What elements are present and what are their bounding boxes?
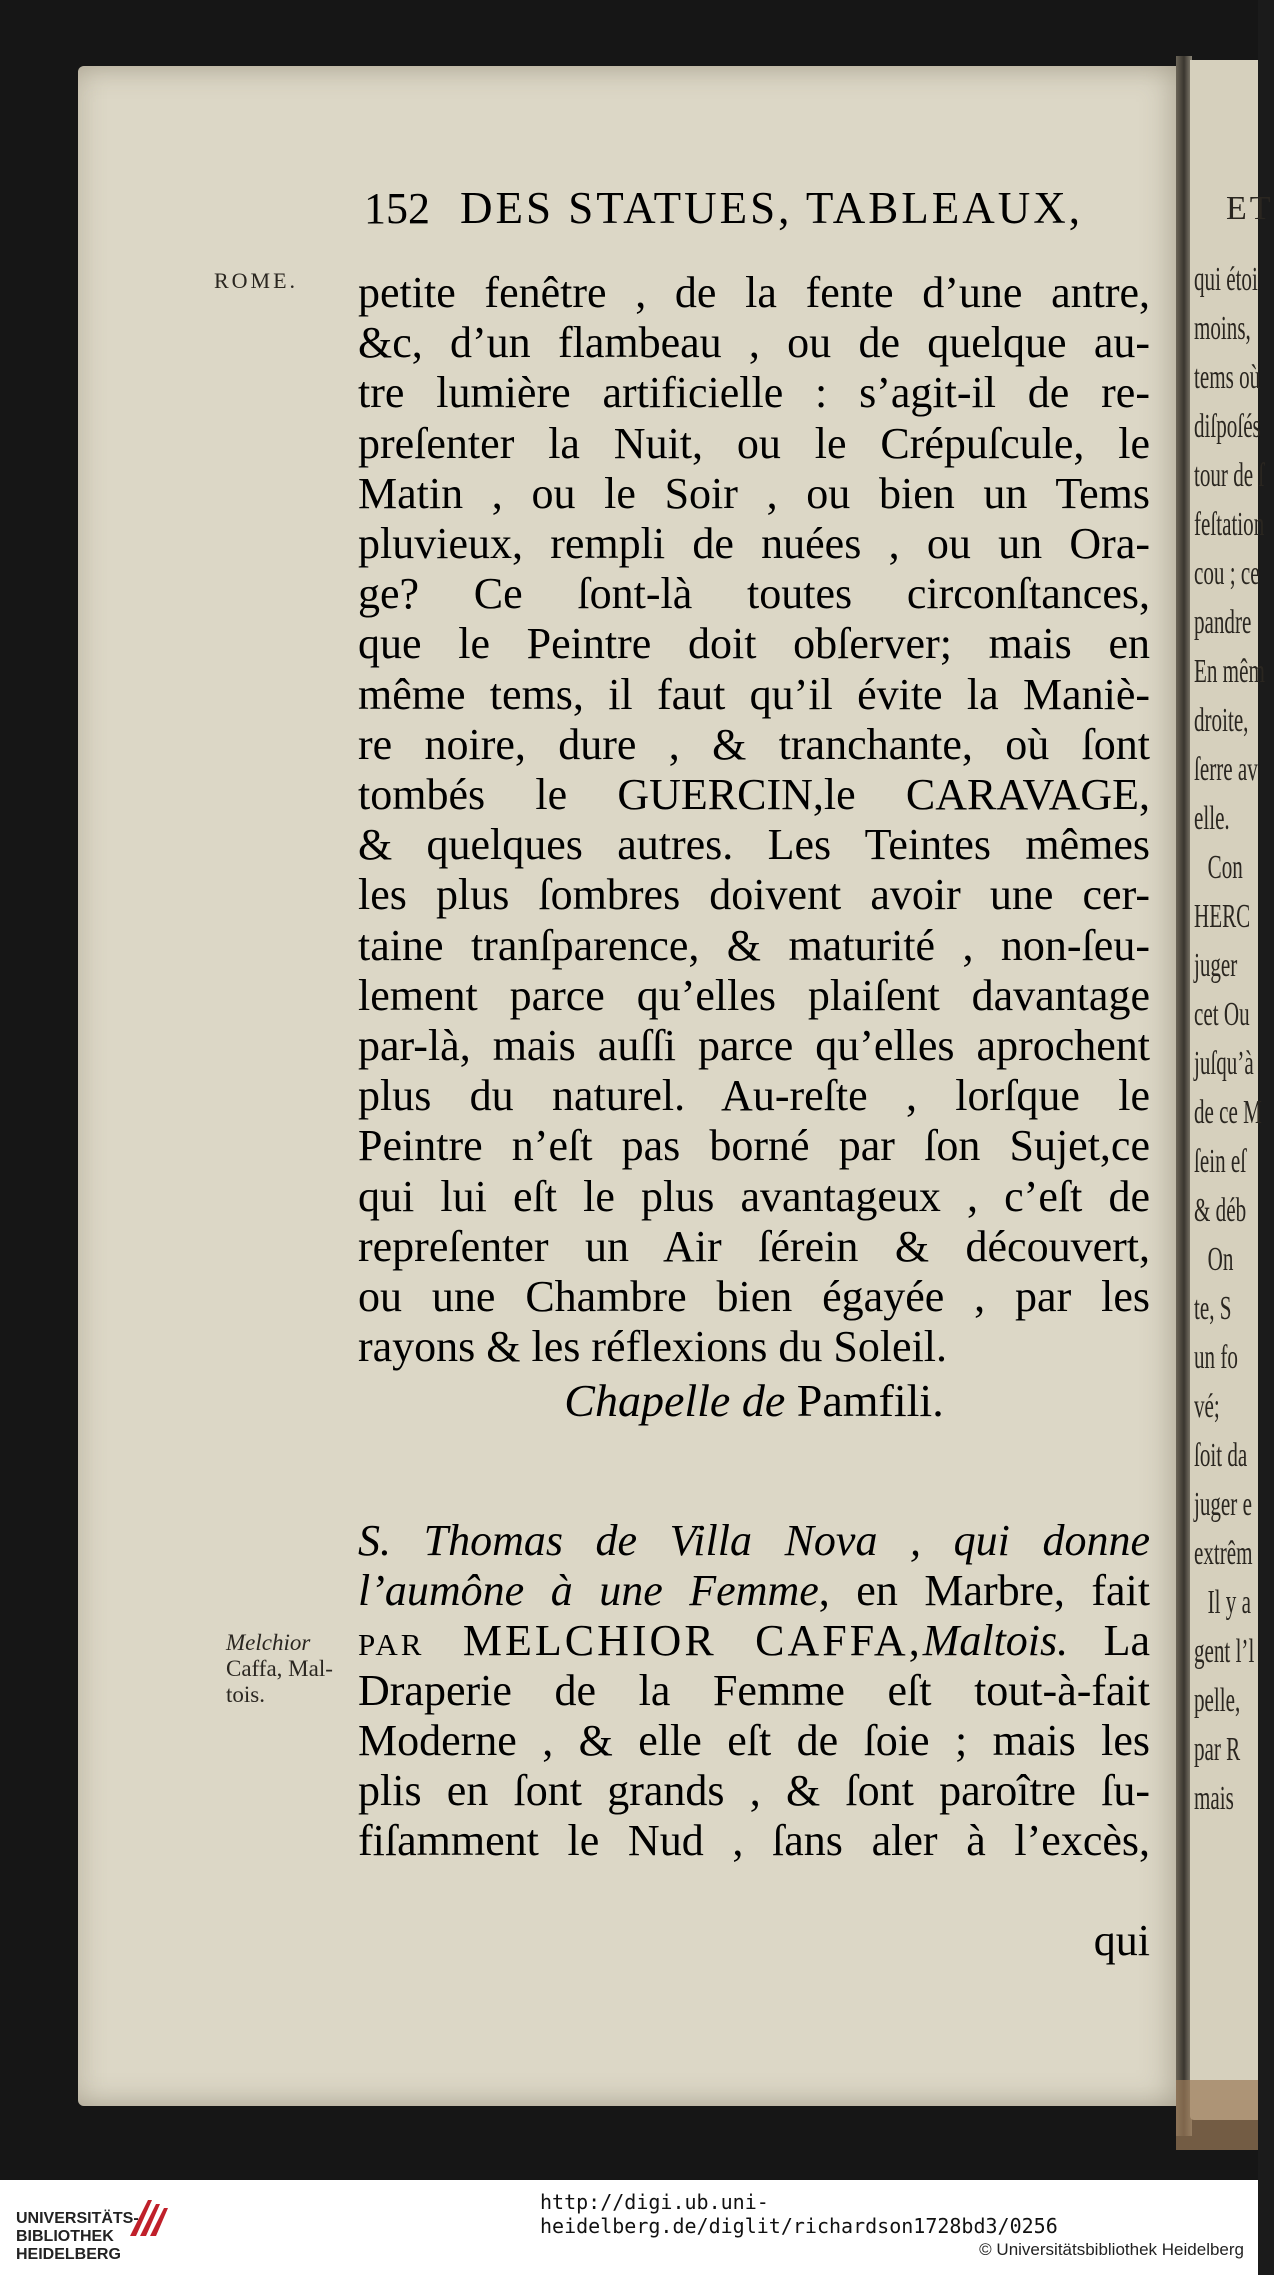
facing-page-line: tems où [1194, 359, 1261, 396]
body-line: les plus ſombres doivent avoir une cer- [358, 870, 1150, 920]
italic-text: Maltois. [922, 1616, 1069, 1665]
logo-line: HEIDELBERG [16, 2246, 121, 2263]
roman-text: La [1068, 1616, 1151, 1665]
facing-page-line: tour de ſ [1194, 457, 1265, 494]
italic-text: l’aumône à une Femme [358, 1566, 819, 1615]
running-title: DES STATUES, TABLEAUX, [460, 183, 1083, 233]
library-logo-text [16, 2210, 139, 2264]
margin-line: Caffa, Mal- [226, 1656, 333, 1681]
facing-page-line: Il y a [1207, 1584, 1251, 1621]
body-line: pluvieux, rempli de nuées , ou un Ora- [358, 519, 1150, 568]
facing-page-line: juger [1194, 947, 1238, 984]
margin-note-sculptor [226, 1630, 333, 1708]
page-number: 152 [364, 184, 430, 233]
facing-page-line: Con [1207, 849, 1243, 886]
running-header [364, 182, 1154, 234]
margin-line: tois. [226, 1682, 265, 1707]
body-line: preſenter la Nuit, ou le Crépuſcule, le [358, 418, 1150, 468]
section-title-roman: Pamfili. [796, 1375, 944, 1426]
body-line: & quelques autres. Les Teintes mêmes [358, 820, 1150, 870]
body-line: &c, d’un flambeau , ou de quelque au- [358, 318, 1150, 368]
logo-line: UNIVERSITÄTS- [16, 2210, 139, 2227]
body-line: même tems, il faut qu’il évite la Maniè- [358, 669, 1150, 719]
page-url[interactable]: http://digi.ub.uni-heidelberg.de/diglit/richardson1728bd3/0256 [540, 2190, 1058, 2238]
body-line: plus du naturel. Au-reſte , lorſque le [358, 1071, 1150, 1121]
book-edge [1176, 2080, 1258, 2150]
facing-page-line: feſtation [1194, 506, 1265, 543]
catchword: qui [1093, 1916, 1150, 1965]
paragraph-line: plis en ſont grands , & ſont paroître ſu- [358, 1766, 1150, 1815]
section-title [358, 1374, 1150, 1427]
body-line: Peintre n’eſt pas borné par ſon Sujet,ce [358, 1121, 1150, 1171]
margin-line: Melchior [226, 1630, 311, 1655]
facing-page [1190, 60, 1274, 2120]
facing-page-line: pelle, [1194, 1682, 1241, 1719]
facing-page-line: diſpoſés [1194, 408, 1261, 445]
paragraph-line: Moderne , & elle eſt de ſoie ; mais les [358, 1716, 1150, 1765]
facing-page-line: moins, [1194, 310, 1251, 347]
facing-page-line: de ce M [1194, 1094, 1262, 1131]
facing-page-line: ſein eſ [1194, 1143, 1247, 1180]
body-line: que le Peintre doit obſerver; mais en [358, 619, 1150, 669]
facing-page-line: te, S [1194, 1290, 1232, 1327]
body-line: ou une Chambre bien égayée , par les [358, 1272, 1150, 1321]
facing-page-header: ET [1226, 190, 1274, 227]
facing-page-line: En mêm [1194, 653, 1265, 690]
facing-page-line: mais [1194, 1780, 1234, 1817]
body-line: petite fenêtre , de la fente d’une antre, [358, 268, 1150, 317]
body-line: qui lui eſt le plus avantageux , c’eſt de [358, 1171, 1150, 1221]
facing-page-line: extrêm [1194, 1535, 1253, 1572]
facing-page-line: On [1207, 1241, 1234, 1278]
facing-page-line: par R [1194, 1731, 1241, 1768]
library-logo-icon [126, 2196, 170, 2240]
paragraph-line [358, 1616, 1150, 1666]
facing-page-line: cet Ou [1194, 996, 1250, 1033]
facing-page-line: pandre [1194, 604, 1252, 641]
roman-text: , en Marbre, fait [818, 1566, 1150, 1615]
body-line: tombés le GUERCIN,le CARAVAGE, [358, 770, 1150, 819]
paragraph-line: fiſamment le Nud , ſans aler à l’excès, [358, 1816, 1150, 1865]
logo-line: BIBLIOTHEK [16, 2228, 114, 2245]
body-line: rayons & les réflexions du Soleil. [358, 1322, 948, 1372]
facing-page-line: gent l’l [1194, 1633, 1255, 1670]
facing-page-line: droite, [1194, 702, 1249, 739]
paragraph-line [358, 1516, 1150, 1566]
facing-page-line: qui étoi [1194, 261, 1258, 298]
copyright: © Universitätsbibliothek Heidelberg [979, 2240, 1244, 2259]
facing-page-line: juger e [1194, 1486, 1252, 1523]
body-line: re noire, dure , & tranchante, où ſont [358, 719, 1150, 769]
body-line: taine tranſparence, & maturité , non-ſeu- [358, 920, 1150, 970]
facing-page-line: juſqu’à [1194, 1045, 1254, 1082]
facing-page-line: ſerre av [1194, 751, 1258, 788]
body-line: Matin , ou le Soir , ou bien un Tems [358, 468, 1150, 518]
body-line: tre lumière artificielle : s’agit-il de re- [358, 368, 1150, 418]
italic-text: S. Thomas de Villa Nova , qui donne [358, 1516, 1150, 1565]
facing-page-line: & déb [1194, 1192, 1247, 1229]
facing-page-line: ſoit da [1194, 1437, 1248, 1474]
facing-page-line: un fo [1194, 1339, 1238, 1376]
body-line: ge? Ce ſont-là toutes circonſtances, [358, 569, 1150, 619]
body-line: repreſenter un Air ſérein & découvert, [358, 1221, 1150, 1271]
facing-page-line: HERC [1194, 898, 1251, 935]
body-line: par-là, mais auſſi parce qu’elles aprochent [358, 1021, 1150, 1070]
body-line: lement parce qu’elles plaiſent davantage [358, 970, 1150, 1020]
section-title-italic: Chapelle de [564, 1375, 786, 1426]
margin-note-location: ROME. [214, 268, 299, 293]
paragraph-line [358, 1566, 1150, 1616]
facing-page-line: cou ; ce [1194, 555, 1260, 592]
sculptor-name: par MELCHIOR CAFFA, [358, 1616, 923, 1665]
facing-page-line: elle. [1194, 800, 1230, 837]
facing-page-line: vé; [1194, 1388, 1220, 1425]
paragraph-line: Draperie de la Femme eſt tout-à-fait [358, 1666, 1150, 1715]
